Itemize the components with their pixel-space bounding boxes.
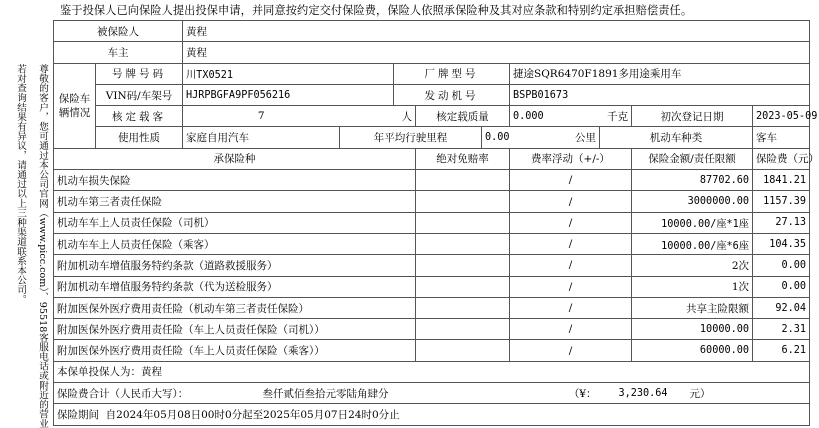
policyholder-line: 本保单投保人为：黄程 — [54, 361, 810, 382]
coverage-float: / — [510, 170, 632, 191]
coverage-row — [54, 191, 810, 212]
vehicle-row-3 — [54, 106, 810, 127]
seats-label: 核定载客 — [96, 106, 183, 127]
load-unit: 千克 — [600, 106, 632, 127]
coverage-deductible — [416, 191, 510, 212]
coverage-float: / — [510, 212, 632, 233]
coverage-header-deductible: 绝对免赔率 — [416, 148, 510, 169]
total-upper: 叁仟贰佰叁拾元零陆角肆分 — [260, 383, 510, 404]
engine-label: 发动机号 — [394, 84, 510, 105]
coverage-float: / — [510, 255, 632, 276]
header-notice: 鉴于投保人已向保险人提出投保申请，并同意按约定交付保险费，保险人依照承保险种及其对应条款和特别约定承担赔偿责任。 — [60, 4, 693, 17]
owner-label: 车主 — [54, 42, 183, 63]
coverage-row — [54, 255, 810, 276]
insured-row — [54, 21, 810, 42]
vehicle-row-1 — [54, 63, 810, 84]
coverage-name: 附加医保外医疗费用责任险（车上人员责任保险（司机）） — [54, 319, 416, 340]
coverage-name: 附加机动车增值服务特约条款（代为送检服务） — [54, 276, 416, 297]
coverage-header-amount: 保险金额/责任限额 — [632, 148, 753, 169]
coverage-amount: 10000.00/座*1座 — [632, 212, 753, 233]
coverage-deductible — [416, 233, 510, 254]
engine-value: BSPB01673 — [510, 84, 810, 105]
coverage-premium: 2.31 — [753, 319, 810, 340]
coverage-deductible — [416, 340, 510, 361]
total-amount: 3,230.64 — [600, 383, 687, 404]
coverage-header-premium: 保险费（元） — [753, 148, 810, 169]
coverage-row — [54, 170, 810, 191]
coverage-amount: 87702.60 — [632, 170, 753, 191]
load-value: 0.000 — [510, 106, 600, 127]
insured-value: 黄程 — [183, 21, 810, 42]
coverage-name: 附加医保外医疗费用责任险（机动车第三者责任保险） — [54, 297, 416, 318]
period-row — [54, 404, 810, 425]
owner-value: 黄程 — [183, 42, 810, 63]
coverage-header-float: 费率浮动（+/-） — [510, 148, 632, 169]
plate-label: 号牌号码 — [96, 63, 183, 84]
coverage-float: / — [510, 297, 632, 318]
coverage-amount: 3000000.00 — [632, 191, 753, 212]
vehicle-row-2 — [54, 84, 810, 105]
total-row — [54, 383, 810, 404]
type-label: 机动车种类 — [600, 127, 753, 148]
coverage-float: / — [510, 319, 632, 340]
coverage-deductible — [416, 255, 510, 276]
coverage-row — [54, 276, 810, 297]
total-prefix: （¥： — [510, 383, 600, 404]
total-suffix: 元） — [687, 383, 810, 404]
coverage-row — [54, 233, 810, 254]
coverage-float: / — [510, 340, 632, 361]
reg-date-label: 初次登记日期 — [632, 106, 753, 127]
side-note-channels: 尊敬的客户，您可通过本公司官网（www.picc.com）、95518客服电话或附近的营业 — [37, 64, 48, 428]
coverage-float: / — [510, 191, 632, 212]
coverage-premium: 6.21 — [753, 340, 810, 361]
coverage-premium: 104.35 — [753, 233, 810, 254]
coverage-float: / — [510, 276, 632, 297]
coverage-premium: 1157.39 — [753, 191, 810, 212]
coverage-name: 机动车车上人员责任保险（乘客） — [54, 233, 416, 254]
coverage-name: 机动车损失保险 — [54, 170, 416, 191]
seats-value: 7 — [183, 106, 340, 127]
model-label: 厂牌型号 — [394, 63, 510, 84]
mileage-unit: 公里 — [556, 127, 600, 148]
vin-value: HJRPBGFA9PF056216 — [183, 84, 394, 105]
coverage-header-row — [54, 148, 810, 169]
coverage-deductible — [416, 212, 510, 233]
coverage-name: 机动车车上人员责任保险（司机） — [54, 212, 416, 233]
coverage-name: 机动车第三者责任保险 — [54, 191, 416, 212]
coverage-amount: 10000.00 — [632, 319, 753, 340]
coverage-premium: 27.13 — [753, 212, 810, 233]
coverage-premium: 1841.21 — [753, 170, 810, 191]
coverage-deductible — [416, 170, 510, 191]
coverage-amount: 60000.00 — [632, 340, 753, 361]
policy-table — [53, 20, 819, 426]
load-label: 核定载质量 — [416, 106, 510, 127]
insurance-period: 保险期间 自2024年05月08日00时0分起至2025年05月07日24时0分止 — [54, 404, 810, 425]
coverage-name: 附加机动车增值服务特约条款（道路救援服务） — [54, 255, 416, 276]
coverage-float: / — [510, 233, 632, 254]
coverage-deductible — [416, 319, 510, 340]
coverage-name: 附加医保外医疗费用责任险（车上人员责任保险（乘客）） — [54, 340, 416, 361]
type-value: 客车 — [753, 127, 810, 148]
seats-unit: 人 — [340, 106, 416, 127]
vin-label: VIN码/车架号 — [96, 84, 183, 105]
mileage-label: 年平均行驶里程 — [340, 127, 482, 148]
coverage-row — [54, 340, 810, 361]
coverage-deductible — [416, 276, 510, 297]
coverage-amount: 10000.00/座*6座 — [632, 233, 753, 254]
coverage-premium: 92.04 — [753, 297, 810, 318]
coverage-premium: 0.00 — [753, 276, 810, 297]
coverage-deductible — [416, 297, 510, 318]
mileage-value: 0.00 — [482, 127, 556, 148]
coverage-header-name: 承保险种 — [54, 148, 416, 169]
insured-label: 被保险人 — [54, 21, 183, 42]
policyholder-row — [54, 361, 810, 382]
coverage-amount: 共享主险限额 — [632, 297, 753, 318]
vehicle-section-label: 保险车辆情况 — [54, 63, 96, 148]
reg-date-value: 2023-05-09 — [753, 106, 810, 127]
plate-value: 川TX0521 — [183, 63, 394, 84]
usage-label: 使用性质 — [96, 127, 183, 148]
coverage-row — [54, 212, 810, 233]
side-note-objection: 若对查询结果有异议，请通过以上三种渠道联系本公司。 — [15, 64, 26, 304]
coverage-amount: 2次 — [632, 255, 753, 276]
coverage-row — [54, 319, 810, 340]
usage-value: 家庭自用汽车 — [183, 127, 340, 148]
coverage-premium: 0.00 — [753, 255, 810, 276]
coverage-amount: 1次 — [632, 276, 753, 297]
model-value: 捷途SQR6470F1891多用途乘用车 — [510, 63, 810, 84]
vehicle-row-4 — [54, 127, 810, 148]
coverage-row — [54, 297, 810, 318]
owner-row — [54, 42, 810, 63]
total-label: 保险费合计（人民币大写）： — [54, 383, 260, 404]
